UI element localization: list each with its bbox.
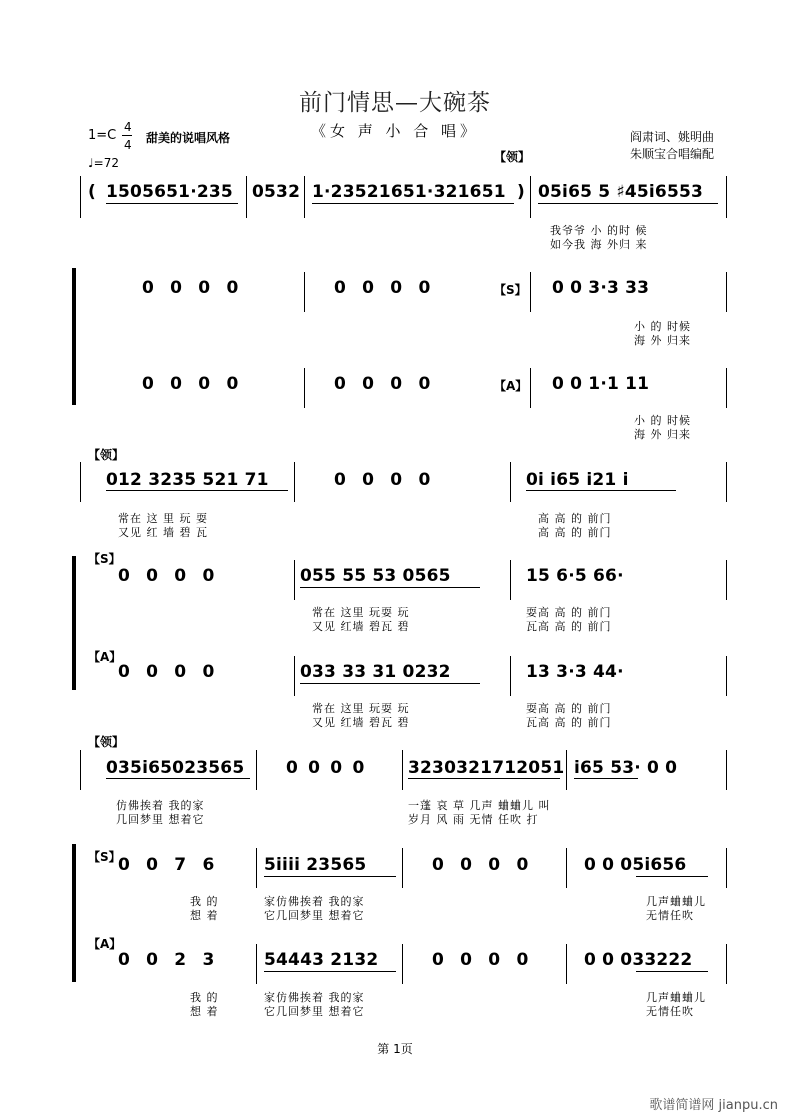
system3-alto-lyric1b: 家仿佛挨着 我的家 bbox=[264, 991, 365, 1004]
barline bbox=[402, 750, 403, 790]
system2-alto-measure3: 13 3·3 44· bbox=[526, 662, 624, 682]
beam-underline bbox=[300, 683, 480, 684]
system3-alto-measure3: 0 0 0 0 bbox=[432, 950, 529, 970]
system1-alto-measure2: 0 0 0 0 bbox=[334, 374, 431, 394]
system1-lead-measure2: 0532 bbox=[252, 182, 301, 202]
alto-label: 【A】 bbox=[88, 937, 122, 951]
system1-alto-measure1: 0 0 0 0 bbox=[142, 374, 239, 394]
system2-soprano-lyric1b: 耍高 高 的 前门 bbox=[526, 606, 612, 619]
system3-lead-measure4: i65 53· 0 0 bbox=[574, 758, 678, 778]
alto-label: 【A】 bbox=[494, 379, 528, 393]
page-title: 前门情思—大碗茶 bbox=[299, 90, 491, 116]
barline bbox=[726, 944, 727, 984]
system3-alto-lyric2b: 它几回梦里 想着它 bbox=[264, 1005, 365, 1018]
barline bbox=[726, 848, 727, 888]
barline bbox=[80, 462, 81, 502]
system1-lead-lyric1: 我爷爷 小 的时 候 bbox=[550, 224, 648, 237]
choir-bracket bbox=[72, 268, 76, 405]
time-signature-bottom: 4 bbox=[124, 138, 132, 152]
system3-lead-lyric2b: 岁月 风 雨 无情 任吹 打 bbox=[408, 813, 539, 826]
choir-bracket bbox=[72, 844, 76, 982]
barline bbox=[304, 176, 305, 218]
system1-soprano-measure1: 0 0 0 0 bbox=[142, 278, 239, 298]
system1-alto-lyric2: 海 外 归来 bbox=[634, 428, 691, 441]
beam-underline bbox=[264, 971, 396, 972]
lead-open-paren: ( bbox=[88, 182, 96, 202]
system1-soprano-measure3: 0 0 3·3 33 bbox=[552, 278, 650, 298]
beam-underline bbox=[636, 971, 708, 972]
time-signature-bar bbox=[122, 135, 132, 136]
barline bbox=[726, 656, 727, 696]
system3-soprano-lyric1a: 我 的 bbox=[190, 895, 219, 908]
system1-alto-measure3: 0 0 1·1 11 bbox=[552, 374, 650, 394]
barline bbox=[304, 272, 305, 312]
barline bbox=[294, 462, 295, 502]
system1-lead-lyric2: 如今我 海 外归 来 bbox=[550, 238, 648, 251]
beam-underline bbox=[538, 203, 718, 204]
beam-underline bbox=[526, 490, 676, 491]
barline bbox=[530, 176, 531, 218]
barline bbox=[294, 656, 295, 696]
system2-lead-measure3: 0i i65 i21 i bbox=[526, 470, 629, 490]
system3-soprano-lyric2a: 想 着 bbox=[190, 909, 219, 922]
system2-alto-measure2: 033 33 31 0232 bbox=[300, 662, 451, 682]
barline bbox=[402, 848, 403, 888]
system2-alto-lyric1a: 常在 这里 玩耍 玩 bbox=[312, 702, 410, 715]
system3-lead-measure3: 3230321712051 bbox=[408, 758, 565, 778]
system2-soprano-lyric1a: 常在 这里 玩耍 玩 bbox=[312, 606, 410, 619]
key-signature: 1=C bbox=[88, 128, 117, 143]
system2-soprano-measure3: 15 6·5 66· bbox=[526, 566, 624, 586]
soprano-label: 【S】 bbox=[88, 850, 121, 864]
system2-alto-measure1: 0 0 0 0 bbox=[118, 662, 215, 682]
beam-underline bbox=[106, 203, 238, 204]
system3-alto-measure2: 54443 2132 bbox=[264, 950, 379, 970]
barline bbox=[402, 944, 403, 984]
barline bbox=[304, 368, 305, 408]
performance-style: 甜美的说唱风格 bbox=[146, 131, 231, 145]
system1-soprano-lyric1: 小 的 时候 bbox=[634, 320, 691, 333]
system3-alto-lyric2a: 想 着 bbox=[190, 1005, 219, 1018]
system3-alto-lyric1a: 我 的 bbox=[190, 991, 219, 1004]
barline bbox=[80, 750, 81, 790]
barline bbox=[566, 750, 567, 790]
barline bbox=[256, 750, 257, 790]
alto-label: 【A】 bbox=[88, 650, 122, 664]
system1-soprano-lyric2: 海 外 归来 bbox=[634, 334, 691, 347]
beam-underline bbox=[106, 778, 250, 779]
system3-alto-lyric1c: 几声蛐蛐儿 bbox=[646, 991, 706, 1004]
barline bbox=[294, 560, 295, 600]
barline bbox=[510, 656, 511, 696]
system3-soprano-measure1: 0 0 7 6 bbox=[118, 855, 215, 875]
beam-underline bbox=[574, 778, 638, 779]
barline bbox=[530, 368, 531, 408]
system3-lead-lyric1b: 一蓬 哀 草 几声 蛐蛐儿 叫 bbox=[408, 799, 551, 812]
barline bbox=[726, 176, 727, 218]
system2-lead-lyric2a: 又见 红 墙 碧 瓦 bbox=[118, 526, 208, 539]
system1-lead-measure1: 1505651·235 bbox=[106, 182, 233, 202]
system3-alto-measure4: 0 0 033222 bbox=[584, 950, 693, 970]
credit-arranger: 朱顺宝合唱编配 bbox=[630, 147, 715, 161]
barline bbox=[256, 848, 257, 888]
system2-soprano-measure1: 0 0 0 0 bbox=[118, 566, 215, 586]
system3-soprano-measure3: 0 0 0 0 bbox=[432, 855, 529, 875]
watermark: 歌谱简谱网 jianpu.cn bbox=[649, 1098, 778, 1113]
soprano-label: 【S】 bbox=[494, 283, 527, 297]
beam-underline bbox=[636, 876, 708, 877]
system1-lead-measure3: 1·23521651·321651 bbox=[312, 182, 506, 202]
system3-lead-lyric2a: 几回梦里 想着它 bbox=[116, 813, 205, 826]
system2-alto-lyric2a: 又见 红墙 碧瓦 碧 bbox=[312, 716, 410, 729]
system1-lead-left-bar bbox=[80, 176, 81, 218]
tempo-marking: ♩=72 bbox=[88, 156, 119, 170]
system3-soprano-lyric1b: 家仿佛挨着 我的家 bbox=[264, 895, 365, 908]
system3-lead-measure1: 035i65023565 bbox=[106, 758, 245, 778]
system2-lead-lyric1b: 高 高 的 前门 bbox=[538, 512, 612, 525]
system3-soprano-lyric2c: 无情任吹 bbox=[646, 909, 694, 922]
system2-soprano-lyric2b: 瓦高 高 的 前门 bbox=[526, 620, 612, 633]
system3-soprano-lyric2b: 它几回梦里 想着它 bbox=[264, 909, 365, 922]
system2-lead-measure1: 012 3235 521 71 bbox=[106, 470, 269, 490]
barline bbox=[726, 272, 727, 312]
lead-close-paren: ) bbox=[517, 182, 525, 202]
system2-soprano-measure2: 055 55 53 0565 bbox=[300, 566, 451, 586]
choir-bracket bbox=[72, 556, 76, 690]
beam-underline bbox=[312, 203, 514, 204]
system2-lead-lyric1a: 常在 这 里 玩 耍 bbox=[118, 512, 208, 525]
barline bbox=[256, 944, 257, 984]
system3-soprano-measure4: 0 0 05i656 bbox=[584, 855, 687, 875]
barline bbox=[726, 560, 727, 600]
system1-soprano-measure2: 0 0 0 0 bbox=[334, 278, 431, 298]
barline bbox=[726, 368, 727, 408]
lead-label: 【领】 bbox=[88, 448, 125, 462]
system2-soprano-lyric2a: 又见 红墙 碧瓦 碧 bbox=[312, 620, 410, 633]
system3-alto-lyric2c: 无情任吹 bbox=[646, 1005, 694, 1018]
system3-lead-measure2: 0 0 0 0 bbox=[286, 758, 365, 778]
beam-underline bbox=[264, 876, 396, 877]
subtitle: 《女 声 小 合 唱》 bbox=[310, 122, 480, 140]
barline bbox=[246, 176, 247, 218]
credit-lyricist-composer: 阎肃词、姚明曲 bbox=[630, 130, 715, 144]
system3-lead-lyric1a: 仿佛挨着 我的家 bbox=[116, 799, 205, 812]
beam-underline bbox=[106, 490, 288, 491]
lead-label: 【领】 bbox=[88, 735, 125, 749]
time-signature-top: 4 bbox=[124, 120, 132, 134]
barline bbox=[726, 750, 727, 790]
system1-alto-lyric1: 小 的 时候 bbox=[634, 414, 691, 427]
system2-lead-measure2: 0 0 0 0 bbox=[334, 470, 431, 490]
system3-soprano-measure2: 5iiii 23565 bbox=[264, 855, 367, 875]
system2-lead-lyric2b: 高 高 的 前门 bbox=[538, 526, 612, 539]
system2-alto-lyric1b: 耍高 高 的 前门 bbox=[526, 702, 612, 715]
page-number: 第 1页 bbox=[377, 1042, 413, 1056]
system3-alto-measure1: 0 0 2 3 bbox=[118, 950, 215, 970]
system1-lead-measure4: 05i65 5 ♯45i6553 bbox=[538, 182, 704, 202]
beam-underline bbox=[408, 778, 560, 779]
beam-underline bbox=[300, 587, 480, 588]
barline bbox=[566, 944, 567, 984]
barline bbox=[726, 462, 727, 502]
system3-soprano-lyric1c: 几声蛐蛐儿 bbox=[646, 895, 706, 908]
soprano-label: 【S】 bbox=[88, 552, 121, 566]
barline bbox=[510, 560, 511, 600]
lead-label: 【领】 bbox=[494, 150, 531, 164]
barline bbox=[530, 272, 531, 312]
barline bbox=[566, 848, 567, 888]
barline bbox=[510, 462, 511, 502]
system2-alto-lyric2b: 瓦高 高 的 前门 bbox=[526, 716, 612, 729]
